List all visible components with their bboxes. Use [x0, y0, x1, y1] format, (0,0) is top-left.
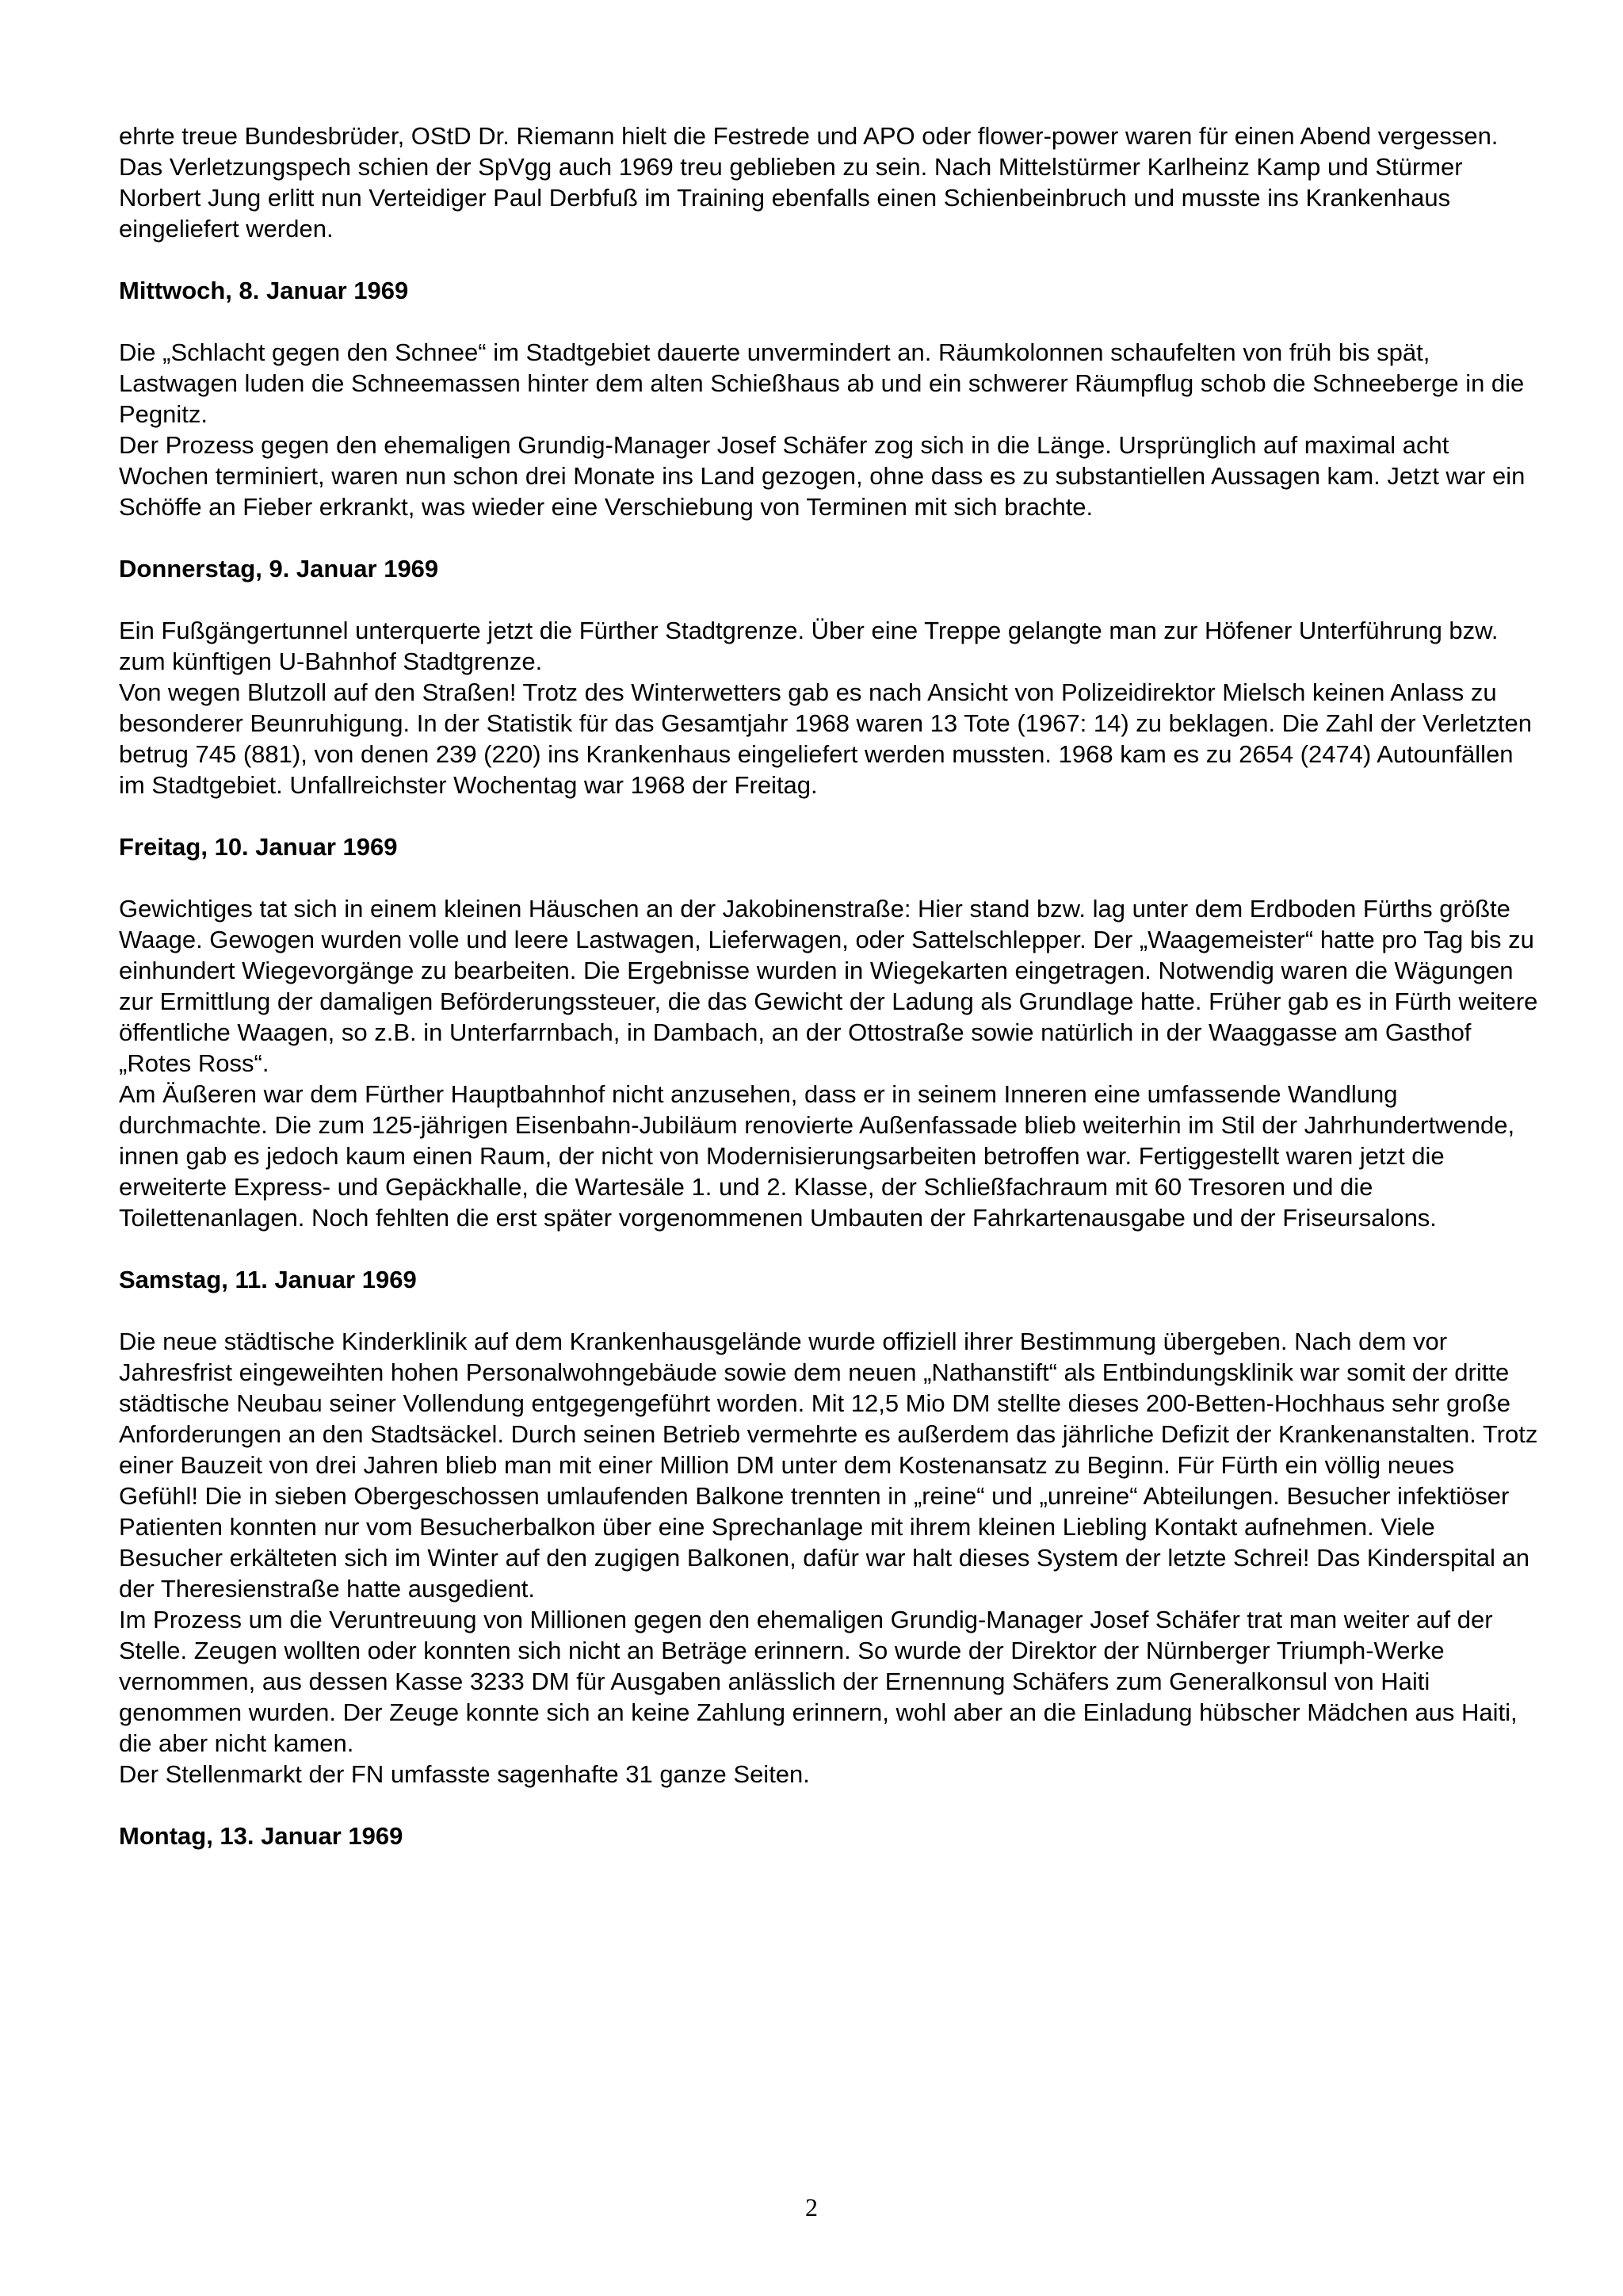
page-number: 2 — [805, 2193, 818, 2222]
paragraph: Von wegen Blutzoll auf den Straßen! Trotz des Winterwetters gab es nach Ansicht von Polizeidirektor Mielsch keinen Anlass zu besonderer Beunruhigung. In der Statistik für das Gesamtjahr 1968 waren 13 Tote (1967: 14) zu beklagen. Die Zahl der Verletzten betrug 745 (881), von denen 239 (220) ins Krankenhaus eingeliefert werden mussten. 1968 kam es zu 2654 (2474) Autounfällen im Stadtgebiet. Unfallreichster Wochentag war 1968 der Freitag. — [119, 678, 1532, 799]
paragraph: Im Prozess um die Veruntreuung von Millionen gegen den ehemaligen Grundig-Manager Josef Schäfer trat man weiter auf der Stelle. Zeugen wollten oder konnten sich nicht an Beträge erinnern. So wurde der Direktor der Nürnberger Triumph-Werke vernommen, aus dessen Kasse 3233 DM für Ausgaben anlässlich der Ernennung Schäfers zum Generalkonsul von Haiti genommen wurden. Der Zeuge konnte sich an keine Zahlung erinnern, wohl aber an die Einladung hübscher Mädchen aus Haiti, die aber nicht kamen. — [119, 1606, 1518, 1757]
paragraph: Am Äußeren war dem Fürther Hauptbahnhof nicht anzusehen, dass er in seinem Inneren eine umfassende Wandlung durchmachte. Die zum 125-jährigen Eisenbahn-Jubiläum renovierte Außenfassade blieb weiterhin im Stil der Jahrhundertwende, innen gab es jedoch kaum einen Raum, der nicht von Modernisierungsarbeiten betroffen war. Fertiggestellt waren jetzt die erweiterte Express- und Gepäckhalle, die Wartesäle 1. und 2. Klasse, der Schließfachraum mit 60 Tresoren und die Toilettenanlagen. Noch fehlten die erst später vorgenommenen Umbauten der Fahrkartenausgabe und der Friseursalons. — [119, 1080, 1515, 1232]
paragraph: Das Verletzungspech schien der SpVgg auch 1969 treu geblieben zu sein. Nach Mittelstürmer Karlheinz Kamp und Stürmer Norbert Jung erlitt nun Verteidiger Paul Derbfuß im Training ebenfalls einen Schienbeinbruch und musste ins Krankenhaus eingeliefert werden. — [119, 153, 1463, 243]
date-heading: Donnerstag, 9. Januar 1969 — [119, 555, 439, 583]
date-heading: Montag, 13. Januar 1969 — [119, 1822, 403, 1850]
paragraph: Der Prozess gegen den ehemaligen Grundig-Manager Josef Schäfer zog sich in die Länge. Ursprünglich auf maximal acht Wochen terminiert, waren nun schon drei Monate ins Land gezogen, ohne dass es zu substantiellen Aussagen kam. Jetzt war ein Schöffe an Fieber erkrankt, was wieder eine Verschiebung von Terminen mit sich brachte. — [119, 431, 1526, 521]
date-heading: Samstag, 11. Januar 1969 — [119, 1266, 417, 1293]
paragraph: Die „Schlacht gegen den Schnee“ im Stadtgebiet dauerte unvermindert an. Räumkolonnen schaufelten von früh bis spät, Lastwagen luden die Schneemassen hinter dem alten Schießhaus ab und ein schwerer Räumpflug schob die Schneeberge in die Pegnitz. — [119, 338, 1525, 428]
date-heading: Mittwoch, 8. Januar 1969 — [119, 277, 409, 304]
date-heading: Freitag, 10. Januar 1969 — [119, 833, 398, 861]
paragraph: Ein Fußgängertunnel unterquerte jetzt die Fürther Stadtgrenze. Über eine Treppe gelangte man zur Höfener Unterführung bzw. zum künftigen U-Bahnhof Stadtgrenze. — [119, 617, 1499, 675]
paragraph: ehrte treue Bundesbrüder, OStD Dr. Riemann hielt die Festrede und APO oder flower-power waren für einen Abend vergessen. — [119, 122, 1499, 150]
document-content — [119, 120, 1539, 1882]
paragraph: Der Stellenmarkt der FN umfasste sagenhafte 31 ganze Seiten. — [119, 1760, 810, 1788]
paragraph: Gewichtiges tat sich in einem kleinen Häuschen an der Jakobinenstraße: Hier stand bzw. lag unter dem Erdboden Fürths größte Waage. Gewogen wurden volle und leere Lastwagen, Lieferwagen, oder Sattelschlepper. Der „Waagemeister“ hatte pro Tag bis zu einhundert Wiegevorgänge zu bearbeiten. Die Ergebnisse wurden in Wiegekarten eingetragen. Notwendig waren die Wägungen zur Ermittlung der damaligen Beförderungssteuer, die das Gewicht der Ladung als Grundlage hatte. Früher gab es in Fürth weitere öffentliche Waagen, so z.B. in Unterfarrnbach, in Dambach, an der Ottostraße sowie natürlich in der Waaggasse am Gasthof „Rotes Ross“. — [119, 895, 1538, 1077]
paragraph: Die neue städtische Kinderklinik auf dem Krankenhausgelände wurde offiziell ihrer Bestimmung übergeben. Nach dem vor Jahresfrist eingeweihten hohen Personalwohngebäude sowie dem neuen „Nathanstift“ als Entbindungsklinik war somit der dritte städtische Neubau seiner Vollendung entgegengeführt worden. Mit 12,5 Mio DM stellte dieses 200-Betten-Hochhaus sehr große Anforderungen an den Stadtsäckel. Durch seinen Betrieb vermehrte es außerdem das jährliche Defizit der Krankenanstalten. Trotz einer Bauzeit von drei Jahren blieb man mit einer Million DM unter dem Kostenansatz zu Beginn. Für Fürth ein völlig neues Gefühl! Die in sieben Obergeschossen umlaufenden Balkone trennten in „reine“ und „unreine“ Abteilungen. Besucher infektiöser Patienten konnten nur vom Besucherbalkon über eine Sprechanlage mit ihrem kleinen Liebling Kontakt aufnehmen. Viele Besucher erkälteten sich im Winter auf den zugigen Balkonen, dafür war halt dieses System der letzte Schrei! Das Kinderspital an der Theresienstraße hatte ausgedient. — [119, 1328, 1538, 1603]
